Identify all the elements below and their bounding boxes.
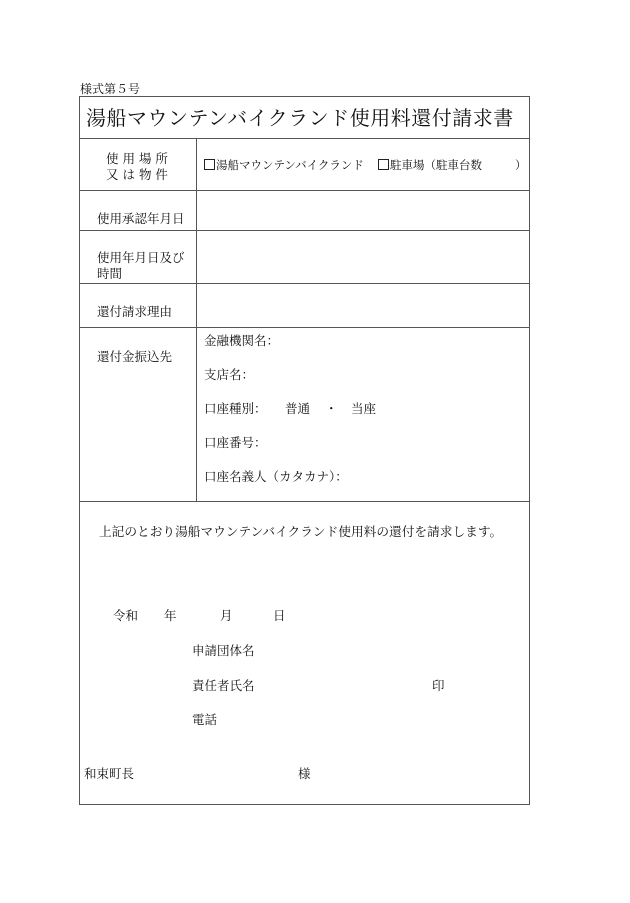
- account-type-label: 口座種別：: [204, 401, 267, 416]
- checkbox-parking[interactable]: [378, 159, 389, 170]
- declaration-area: [80, 502, 529, 804]
- bank-branch-label[interactable]: 支店名：: [204, 367, 255, 382]
- checkbox-mtb-land[interactable]: [204, 159, 215, 170]
- account-type-separator: ・: [325, 401, 338, 416]
- option-mtb-land[interactable]: [204, 157, 364, 173]
- bank-label: 還付金振込先: [97, 349, 173, 364]
- addressee-honorific: 様: [298, 766, 311, 781]
- approval-date-label-cell: [80, 191, 197, 230]
- refund-reason-row: [80, 284, 529, 328]
- option-parking[interactable]: [378, 157, 482, 173]
- approval-date-row: [80, 191, 529, 231]
- use-datetime-label-line2: 時間: [97, 266, 123, 281]
- account-type-current[interactable]: 当座: [351, 401, 377, 416]
- date-era: 令和: [113, 608, 139, 623]
- option-parking-text: 駐車場（駐車台数: [390, 158, 482, 172]
- phone-label[interactable]: 電話: [192, 712, 218, 727]
- account-holder-label[interactable]: 口座名義人（カタカナ）：: [204, 469, 348, 484]
- use-datetime-label-cell: [80, 231, 197, 283]
- seal-mark: 印: [432, 678, 445, 693]
- use-datetime-row: [80, 231, 529, 284]
- form-title: 湯船マウンテンバイクランド使用料還付請求書: [80, 97, 529, 139]
- refund-request-form: [79, 96, 530, 805]
- form-number: 様式第５号: [80, 82, 141, 96]
- refund-reason-label: 還付請求理由: [97, 304, 173, 319]
- bank-row: [80, 328, 529, 502]
- request-statement: 上記のとおり湯船マウンテンバイクランド使用料の還付を請求します。: [99, 524, 503, 539]
- date-day[interactable]: 日: [273, 608, 286, 623]
- approval-date-field[interactable]: [197, 191, 529, 230]
- approval-date-label: 使用承認年月日: [97, 211, 185, 226]
- account-type-ordinary[interactable]: 普通: [285, 401, 311, 416]
- parking-count-close: ）: [515, 158, 527, 172]
- applicant-organization-label[interactable]: 申請団体名: [192, 643, 255, 658]
- use-datetime-field[interactable]: [197, 231, 529, 283]
- place-value-cell: [197, 139, 529, 190]
- bank-label-cell: [80, 328, 197, 501]
- bank-institution-label[interactable]: 金融機関名：: [204, 333, 280, 348]
- refund-reason-field[interactable]: [197, 284, 529, 327]
- place-label-cell: [80, 139, 197, 190]
- option-mtb-land-text: 湯船マウンテンバイクランド: [216, 158, 364, 172]
- place-row: [80, 139, 529, 191]
- place-label-line1: 使 用 場 所: [106, 151, 168, 166]
- representative-name-label[interactable]: 責任者氏名: [192, 678, 255, 693]
- refund-reason-label-cell: [80, 284, 197, 327]
- use-datetime-label-line1: 使用年月日及び: [97, 250, 185, 265]
- addressee-name: 和束町長: [84, 766, 135, 781]
- place-label-line2: 又 は 物 件: [106, 167, 168, 182]
- bank-value-cell: [197, 328, 529, 501]
- date-year[interactable]: 年: [164, 608, 177, 623]
- date-month[interactable]: 月: [220, 608, 233, 623]
- account-number-label[interactable]: 口座番号：: [204, 435, 267, 450]
